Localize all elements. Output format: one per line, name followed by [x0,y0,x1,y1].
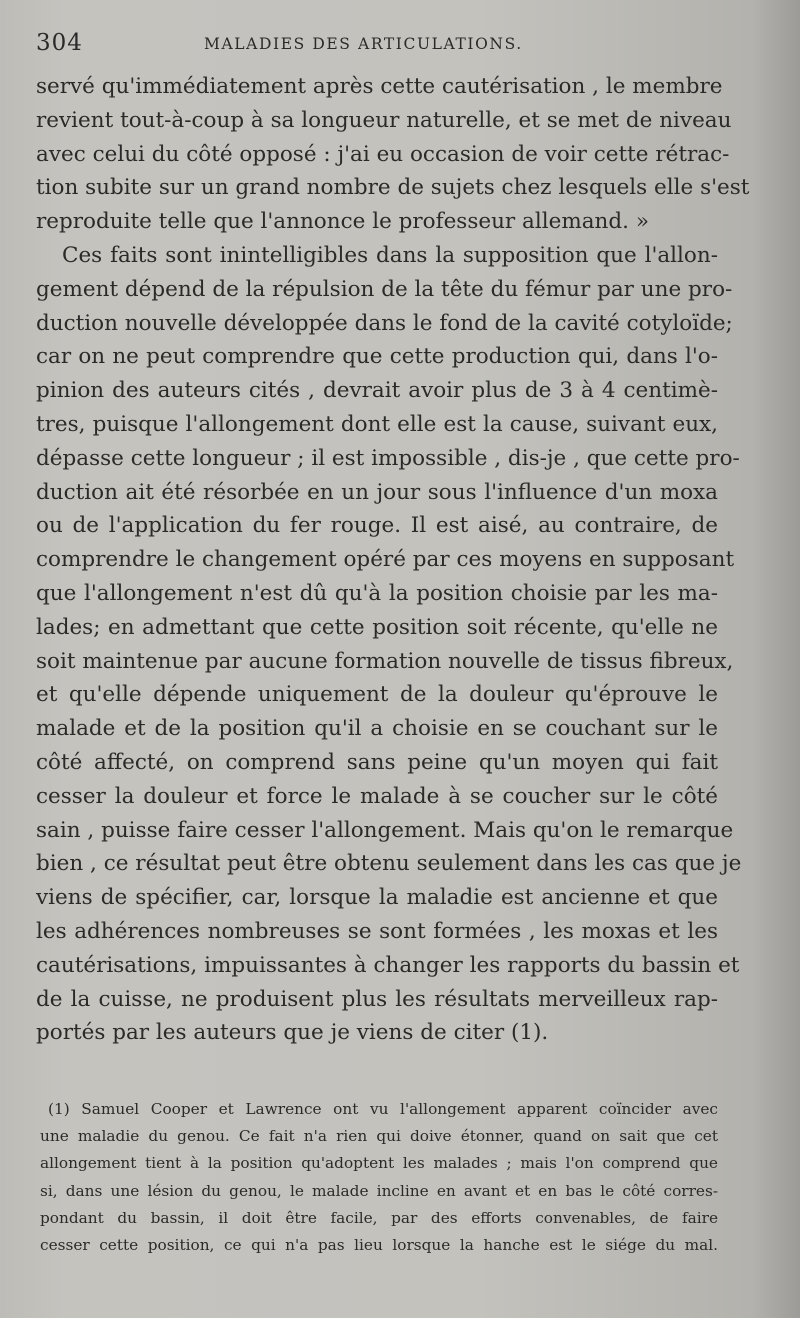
text-line: cautérisations, impuissantes à changer les rapports du bassin et [36,952,740,978]
text-line: de la cuisse, ne produisent plus les résultats merveilleux rap- [36,986,718,1012]
text-line: tres, puisque l'allongement dont elle est la cause, suivant eux, [36,411,718,437]
footnote-line: pondant du bassin, il doit être facile, par des efforts convenables, de faire [40,1208,718,1227]
body-text [36,70,750,1050]
text-line: car on ne peut comprendre que cette production qui, dans l'o- [36,344,718,370]
text-line: duction nouvelle développée dans le fond de la cavité cotyloïde; [36,310,733,336]
text-line: dépasse cette longueur ; il est impossible , dis-je , que cette pro- [36,445,740,471]
footnote-line: allongement tient à la position qu'adoptent les malades ; mais l'on comprend que [40,1154,718,1173]
footnote-line: si, dans une lésion du genou, le malade incline en avant et en bas le côté corres- [40,1181,718,1200]
text-line: ou de l'application du fer rouge. Il est aisé, au contraire, de [36,513,718,539]
text-line: les adhérences nombreuses se sont formées , les moxas et les [36,918,718,944]
text-line: servé qu'immédiatement après cette cautérisation , le membre [36,74,723,99]
paragraph-start-line: Ces faits sont inintelligibles dans la supposition que l'allon- [62,242,718,268]
text-line: reproduite telle que l'annonce le professeur allemand. » [36,209,649,235]
text-line: lades; en admettant que cette position soit récente, qu'elle ne [36,614,718,640]
text-line: soit maintenue par aucune formation nouvelle de tissus fibreux, [36,648,734,674]
text-line: pinion des auteurs cités , devrait avoir plus de 3 à 4 centimè- [36,378,718,404]
text-line: viens de spécifier, car, lorsque la maladie est ancienne et que [36,885,718,911]
text-line: sain , puisse faire cesser l'allongement. Mais qu'on le remarque [36,817,734,843]
footnote-line: cesser cette position, ce qui n'a pas lieu lorsque la hanche est le siége du mal. [40,1235,718,1254]
text-line: avec celui du côté opposé : j'ai eu occasion de voir cette rétrac- [36,141,730,167]
text-line: duction ait été résorbée en un jour sous l'influence d'un moxa [36,479,718,505]
text-line: bien , ce résultat peut être obtenu seulement dans les cas que je [36,851,742,877]
page-header [36,30,720,60]
footnote [40,1096,718,1259]
text-line: comprendre le changement opéré par ces moyens en supposant [36,547,735,573]
text-line: portés par les auteurs que je viens de citer (1). [36,1020,549,1046]
footnote-line: une maladie du genou. Ce fait n'a rien qui doive étonner, quand on sait que cet [40,1127,718,1146]
text-line: côté affecté, on comprend sans peine qu'un moyen qui fait [36,749,718,775]
page-number: 304 [36,30,83,56]
text-line: gement dépend de la répulsion de la tête du fémur par une pro- [36,276,733,302]
running-title: MALADIES DES ARTICULATIONS. [204,35,523,53]
text-line: malade et de la position qu'il a choisie en se couchant sur le [36,716,718,742]
text-line: cesser la douleur et force le malade à se coucher sur le côté [36,783,718,809]
text-line: et qu'elle dépende uniquement de la douleur qu'éprouve le [36,682,718,708]
footnote-line: (1) Samuel Cooper et Lawrence ont vu l'allongement apparent coïncider avec [48,1100,718,1118]
text-line: tion subite sur un grand nombre de sujets chez lesquels elle s'est [36,175,750,201]
text-line: que l'allongement n'est dû qu'à la position choisie par les ma- [36,580,718,606]
text-line: revient tout-à-coup à sa longueur naturelle, et se met de niveau [36,107,732,133]
